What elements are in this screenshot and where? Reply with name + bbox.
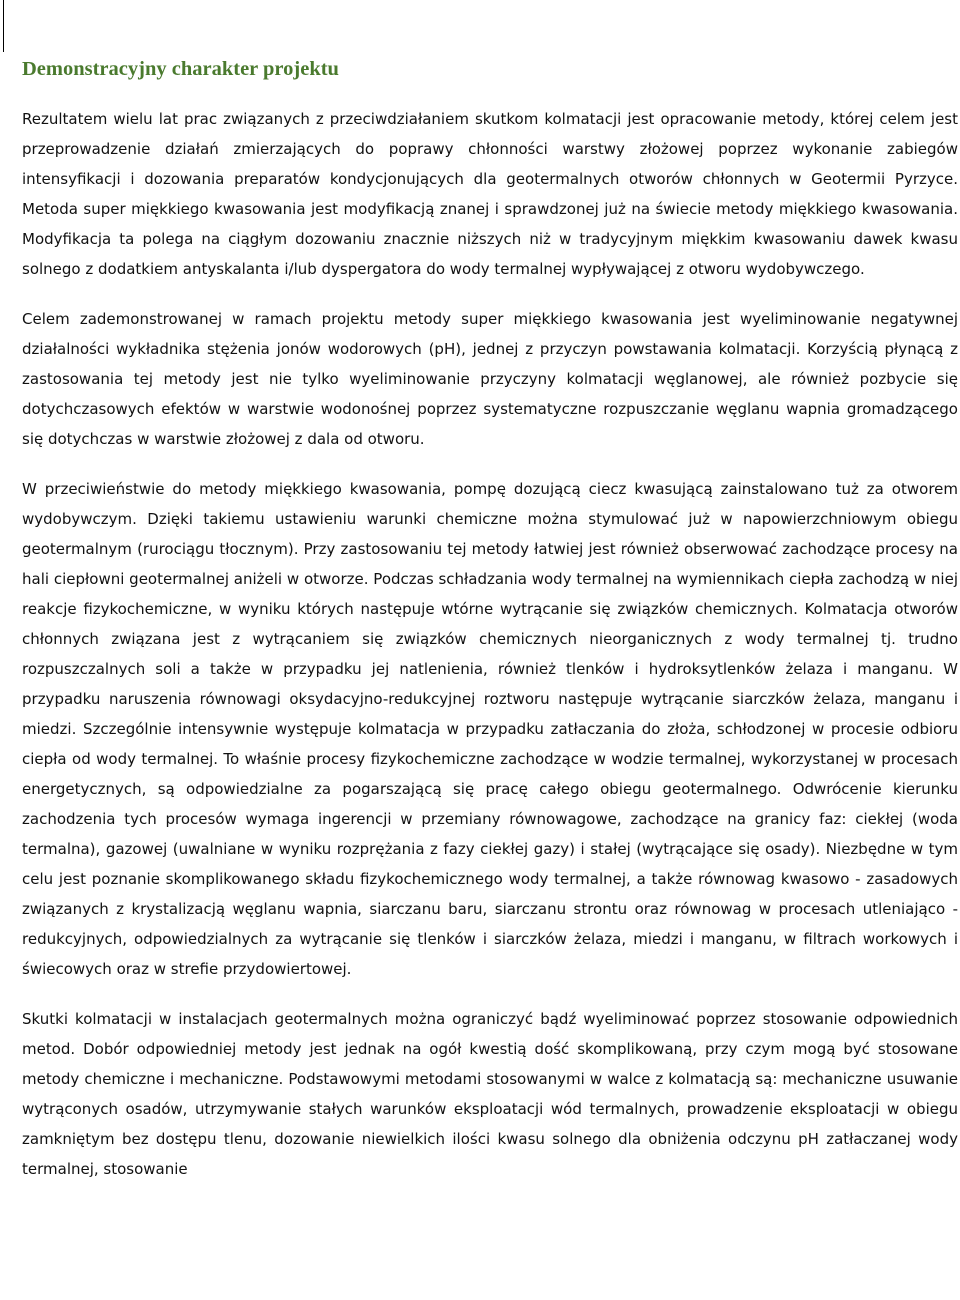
paragraph-2: Celem zademonstrowanej w ramach projektu metody super miękkiego kwasowania jest wyeliminowanie negatywnej działalności wykładnika stężenia jonów wodorowych (pH), jednej z przyczyn powstawania kolmatacji. Korzyścią płynącą z zastosowania tej metody jest nie tylko wyeliminowanie przyczyny kolmatacji węglanowej, ale również pozbycie się dotychczasowych efektów w warstwie wodonośnej poprzez systematyczne rozpuszczanie węglanu wapnia gromadzącego się dotychczas w warstwie złożowej z dala od otworu.: [22, 310, 958, 448]
paragraph-4: Skutki kolmatacji w instalacjach geotermalnych można ograniczyć bądź wyeliminować poprzez stosowanie odpowiednich metod. Dobór odpowiedniej metody jest jednak na ogół kwestią dość skomplikowaną, przy czym mogą być stosowane metody chemiczne i mechaniczne. Podstawowymi metodami stosowanymi w walce z kolmatacją są: mechaniczne usuwanie wytrąconych osadów, utrzymywanie stałych warunków eksploatacji wód termalnych, prowadzenie eksploatacji w obiegu zamkniętym bez dostępu tlenu, dozowanie niewielkich ilości kwasu solnego dla obniżenia odczynu pH zatłaczanej wody termalnej, stosowanie: [22, 1010, 958, 1178]
paragraph-3: W przeciwieństwie do metody miękkiego kwasowania, pompę dozującą ciecz kwasującą zainstalowano tuż za otworem wydobywczym. Dzięki takiemu ustawieniu warunki chemiczne można stymulować już w napowierzchniowym obiegu geotermalnym (rurociągu tłocznym). Przy zastosowaniu tej metody łatwiej jest również obserwować zachodzące procesy na hali ciepłowni geotermalnej aniżeli w otworze. Podczas schładzania wody termalnej na wymiennikach ciepła zachodzą w niej reakcje fizykochemiczne, w wyniku których następuje wtórne wytrącanie się związków chemicznych. Kolmatacja otworów chłonnych związana jest z wytrącaniem się związków chemicznych nieorganicznych z wody termalnej tj. trudno rozpuszczalnych soli a także w przypadku jej natlenienia, również tlenków i hydroksytlenków żelaza i manganu. W przypadku naruszenia równowagi oksydacyjno-redukcyjnej roztworu następuje wytrącanie siarczków żelaza, manganu i miedzi. Szczególnie intensywnie występuje kolmatacja w przypadku zatłaczania do złoża, schłodzonej w procesie odbioru ciepła od wody termalnej. To właśnie procesy fizykochemiczne zachodzące w wodzie termalnej, wykorzystanej w procesach energetycznych, są odpowiedzialne za pogarszającą się pracę całego obiegu geotermalnego. Odwrócenie kierunku zachodzenia tych procesów wymaga ingerencji w przemiany równowagowe, zachodzące na granicy faz: ciekłej (woda termalna), gazowej (uwalniane w wyniku rozprężania z fazy ciekłej gazy) i stałej (wytrącające się osady). Niezbędne w tym celu jest poznanie skomplikowanego składu fizykochemicznego wody termalnej, a także równowag kwasowo - zasadowych związanych z krystalizacją węglanu wapnia, siarczanu baru, siarczanu strontu oraz równowag w procesach utleniająco - redukcyjnych, odpowiedzialnych za wytrącanie się tlenków i siarczków żelaza, miedzi i manganu, w filtrach workowych i świecowych oraz w strefie przydowiertowej.: [22, 480, 958, 978]
section-heading: Demonstracyjny charakter projektu: [22, 58, 339, 80]
paragraph-1: Rezultatem wielu lat prac związanych z przeciwdziałaniem skutkom kolmatacji jest opracowanie metody, której celem jest przeprowadzenie działań zmierzających do poprawy chłonności warstwy złożowej poprzez wykonanie zabiegów intensyfikacji i dozowania preparatów kondycjonujących dla geotermalnych otworów chłonnych w Geotermii Pyrzyce. Metoda super miękkiego kwasowania jest modyfikacją znanej i sprawdzonej już na świecie metody miękkiego kwasowania. Modyfikacja ta polega na ciągłym dozowaniu znacznie niższych niż w tradycyjnym miękkim kwasowaniu dawek kwasu solnego z dodatkiem antyskalanta i/lub dyspergatora do wody termalnej wypływającej z otworu wydobywczego.: [22, 110, 958, 278]
margin-rule: [3, 0, 4, 52]
document-body: [22, 104, 958, 1204]
